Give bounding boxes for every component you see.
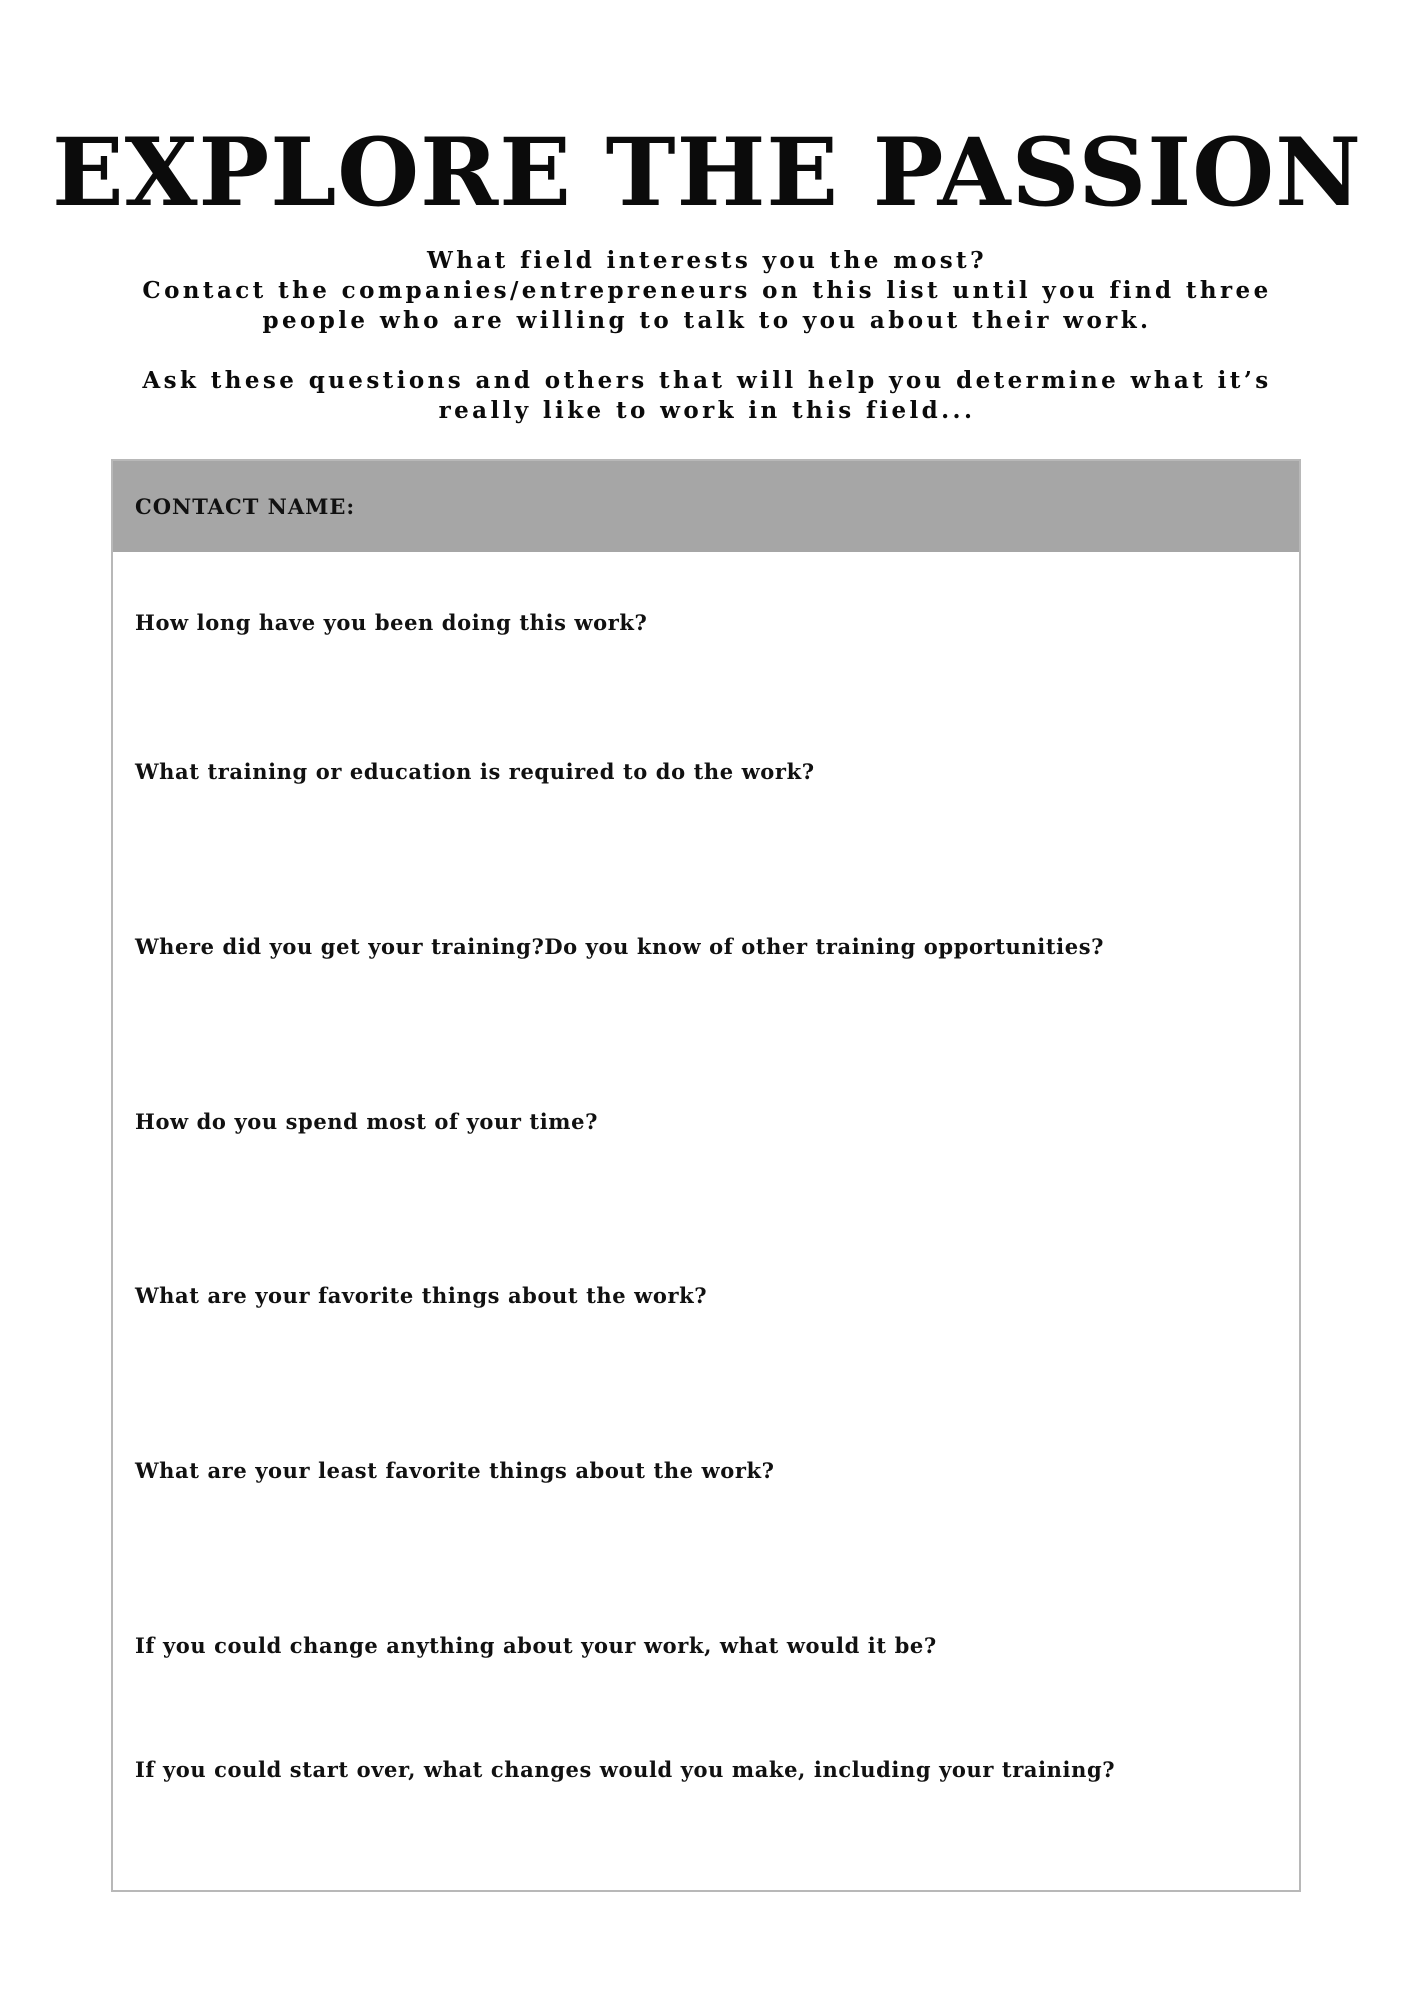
question-how-long: How long have you been doing this work? [135,610,648,635]
question-start-over: If you could start over, what changes would you make, including your training? [135,1757,1116,1782]
interview-form [111,459,1301,1892]
intro-question: What field interests you the most? [427,247,987,274]
intro-text [120,246,1294,426]
question-training-required: What training or education is required to do the work? [135,759,815,784]
contact-name-label: CONTACT NAME: [135,494,356,519]
contact-name-band [113,461,1299,552]
question-favorite-things: What are your favorite things about the work? [135,1283,708,1308]
question-time-spent: How do you spend most of your time? [135,1109,598,1134]
page-title: EXPLORE THE PASSION [51,118,1363,228]
intro-spacer [120,336,1294,366]
question-change-anything: If you could change anything about your work, what would it be? [135,1633,937,1658]
question-least-favorite: What are your least favorite things about the work? [135,1458,775,1483]
question-where-training: Where did you get your training?Do you know of other training opportunities? [135,934,1105,959]
intro-instructions: Contact the companies/entrepreneurs on this list until you find three people who are willing to talk to you about their work. [142,277,1272,334]
intro-ask-questions: Ask these questions and others that will help you determine what it’s really like to work in this field... [142,367,1272,424]
